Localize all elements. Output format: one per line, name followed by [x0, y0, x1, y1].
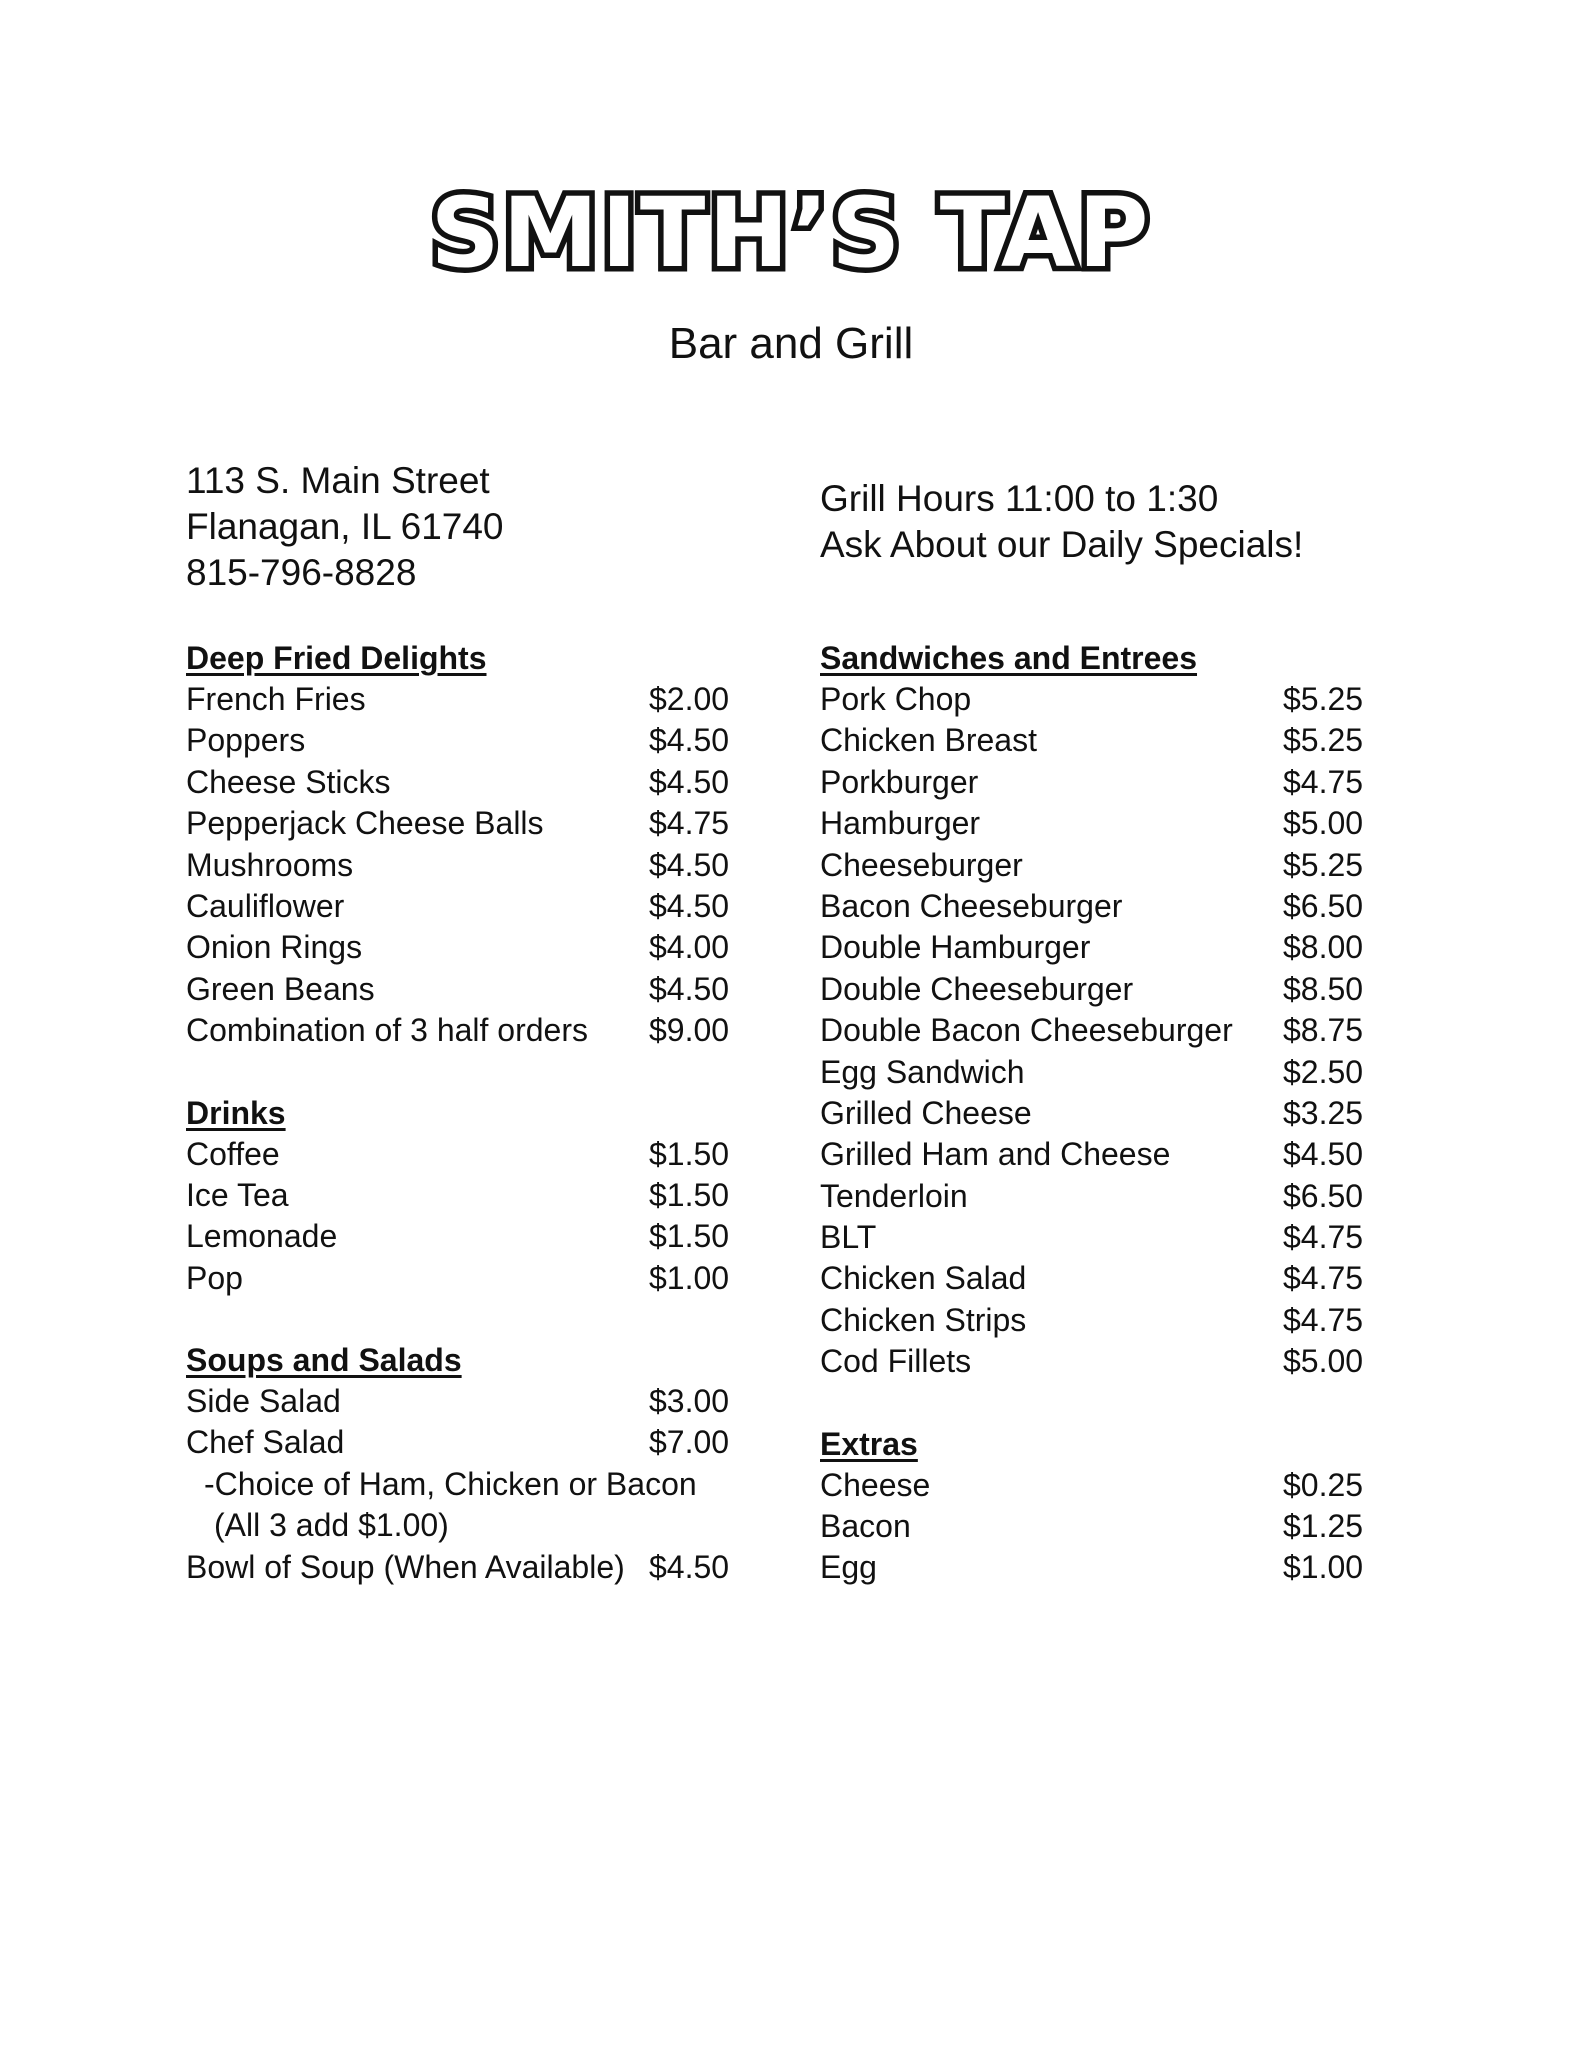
- item-price: $5.00: [1283, 1343, 1364, 1380]
- menu-item: [820, 720, 1380, 761]
- item-name: Double Hamburger: [820, 929, 1091, 966]
- item-name: Egg Sandwich: [820, 1053, 1025, 1090]
- section-sandwiches: [820, 638, 1380, 1383]
- menu-item: [820, 969, 1380, 1010]
- item-price: $4.00: [649, 929, 730, 966]
- item-name: Bowl of Soup (When Available): [186, 1548, 625, 1585]
- item-name: Cheese Sticks: [186, 763, 391, 800]
- section-deep-fried: [186, 638, 746, 1052]
- item-name: Onion Rings: [186, 929, 363, 966]
- item-price: $9.00: [649, 1012, 730, 1049]
- item-name: Ice Tea: [186, 1176, 289, 1213]
- item-name: Cheeseburger: [820, 846, 1023, 883]
- menu-item: [820, 1217, 1380, 1258]
- item-name: Green Beans: [186, 970, 375, 1007]
- section-soups-salads: [186, 1340, 746, 1588]
- menu-item: [186, 845, 746, 886]
- item-price: $0.25: [1283, 1466, 1364, 1503]
- menu-item: [820, 1341, 1380, 1382]
- item-name: Double Cheeseburger: [820, 970, 1134, 1007]
- menu-item: [820, 762, 1380, 803]
- item-price: $1.00: [1283, 1549, 1364, 1586]
- item-price: $4.75: [1283, 763, 1364, 800]
- menu-item: [820, 1010, 1380, 1051]
- menu-item: [186, 1134, 746, 1175]
- item-price: $2.00: [649, 681, 730, 717]
- menu-item: [186, 1258, 746, 1299]
- item-name: Pork Chop: [820, 681, 972, 717]
- item-price: $4.75: [1283, 1260, 1364, 1297]
- daily-specials-note: Ask About our Daily Specials!: [820, 524, 1304, 565]
- section-heading: Soups and Salads: [186, 1342, 462, 1379]
- item-price: $4.50: [649, 763, 730, 800]
- menu-item: [820, 1134, 1380, 1175]
- menu-item: [820, 927, 1380, 968]
- left-column: [186, 458, 746, 1588]
- address-line-2: Flanagan, IL 61740: [186, 506, 504, 547]
- menu-item: [820, 886, 1380, 927]
- menu-item: [186, 1216, 746, 1257]
- item-price: $4.50: [649, 970, 730, 1007]
- menu-item: [186, 720, 746, 761]
- item-price: $5.25: [1283, 722, 1364, 759]
- item-name: Bacon: [820, 1508, 911, 1545]
- menu-item: [820, 1300, 1380, 1341]
- menu-item: [820, 803, 1380, 844]
- item-name: Double Bacon Cheeseburger: [820, 1012, 1233, 1049]
- item-price: $5.00: [1283, 805, 1364, 842]
- item-price: $3.00: [649, 1383, 730, 1420]
- item-price: $1.50: [649, 1135, 730, 1172]
- item-name: French Fries: [186, 681, 366, 717]
- menu-item: [186, 1422, 746, 1463]
- menu-item: [186, 1010, 746, 1051]
- item-name: BLT: [820, 1219, 877, 1256]
- item-name: Egg: [820, 1549, 877, 1586]
- restaurant-subtitle: Bar and Grill: [668, 319, 914, 368]
- item-name: Chicken Salad: [820, 1260, 1027, 1297]
- item-price: $4.50: [649, 846, 730, 883]
- item-price: $4.50: [649, 887, 730, 924]
- item-price: $1.50: [649, 1176, 730, 1213]
- menu-item: [186, 803, 746, 844]
- menu-item: [820, 1052, 1380, 1093]
- item-name: Porkburger: [820, 763, 979, 800]
- item-name: Tenderloin: [820, 1177, 968, 1214]
- menu-item: [186, 927, 746, 968]
- section-heading: Sandwiches and Entrees: [820, 640, 1198, 676]
- menu-item: [186, 1547, 746, 1588]
- item-name: Grilled Ham and Cheese: [820, 1136, 1171, 1173]
- section-heading: Deep Fried Delights: [186, 640, 487, 676]
- item-price: $2.50: [1283, 1053, 1364, 1090]
- item-price: $6.50: [1283, 1177, 1364, 1214]
- item-name: Cheese: [820, 1466, 931, 1503]
- menu-item: [820, 1093, 1380, 1134]
- item-name: Chef Salad: [186, 1424, 345, 1461]
- item-note: -Choice of Ham, Chicken or Bacon: [204, 1465, 697, 1502]
- item-price: $3.25: [1283, 1094, 1364, 1131]
- menu-item: [820, 1258, 1380, 1299]
- item-name: Bacon Cheeseburger: [820, 887, 1123, 924]
- section-drinks: [186, 1093, 746, 1300]
- item-price: $1.25: [1283, 1508, 1364, 1545]
- grill-hours: Grill Hours 11:00 to 1:30: [820, 478, 1219, 519]
- menu-item: [820, 679, 1380, 720]
- right-column: [820, 476, 1380, 1589]
- menu-item: [186, 679, 746, 720]
- section-extras: [820, 1424, 1380, 1589]
- menu-item: [820, 845, 1380, 886]
- address-line-1: 113 S. Main Street: [186, 460, 490, 501]
- item-name: Pop: [186, 1259, 243, 1296]
- item-price: $8.75: [1283, 1012, 1364, 1049]
- item-price: $4.75: [1283, 1219, 1364, 1256]
- item-name: Pepperjack Cheese Balls: [186, 805, 544, 842]
- item-price: $4.75: [1283, 1301, 1364, 1338]
- section-heading: Drinks: [186, 1094, 286, 1131]
- item-price: $4.75: [649, 805, 730, 842]
- item-name: Coffee: [186, 1135, 280, 1172]
- item-price: $5.25: [1283, 681, 1364, 717]
- menu-item: [186, 886, 746, 927]
- item-price: $4.50: [649, 722, 730, 759]
- item-price: $5.25: [1283, 846, 1364, 883]
- item-name: Poppers: [186, 722, 306, 759]
- item-name: Grilled Cheese: [820, 1094, 1032, 1131]
- item-price: $4.50: [1283, 1136, 1364, 1173]
- item-name: Chicken Strips: [820, 1301, 1027, 1338]
- phone-number: 815-796-8828: [186, 552, 417, 593]
- menu-item: [186, 1175, 746, 1216]
- item-price: $6.50: [1283, 887, 1364, 924]
- menu-item: [820, 1547, 1380, 1588]
- item-name: Cauliflower: [186, 887, 345, 924]
- item-name: Hamburger: [820, 805, 981, 842]
- item-price: $7.00: [649, 1424, 730, 1461]
- item-name: Combination of 3 half orders: [186, 1012, 588, 1049]
- item-price: $8.50: [1283, 970, 1364, 1007]
- menu-item: [186, 762, 746, 803]
- item-price: $4.50: [649, 1548, 730, 1585]
- item-name: Side Salad: [186, 1383, 341, 1420]
- item-price: $1.50: [649, 1218, 730, 1255]
- item-name: Cod Fillets: [820, 1343, 972, 1380]
- menu-item: [186, 969, 746, 1010]
- menu-item: [820, 1506, 1380, 1547]
- item-price: $8.00: [1283, 929, 1364, 966]
- menu-item: [820, 1465, 1380, 1506]
- item-name: Chicken Breast: [820, 722, 1037, 759]
- restaurant-title: SMITH’S TAP: [430, 177, 1152, 289]
- item-note: (All 3 add $1.00): [214, 1507, 449, 1544]
- section-heading: Extras: [820, 1425, 918, 1462]
- item-name: Lemonade: [186, 1218, 338, 1255]
- item-price: $1.00: [649, 1259, 730, 1296]
- menu-item: [186, 1381, 746, 1422]
- item-name: Mushrooms: [186, 846, 354, 883]
- menu-item: [820, 1176, 1380, 1217]
